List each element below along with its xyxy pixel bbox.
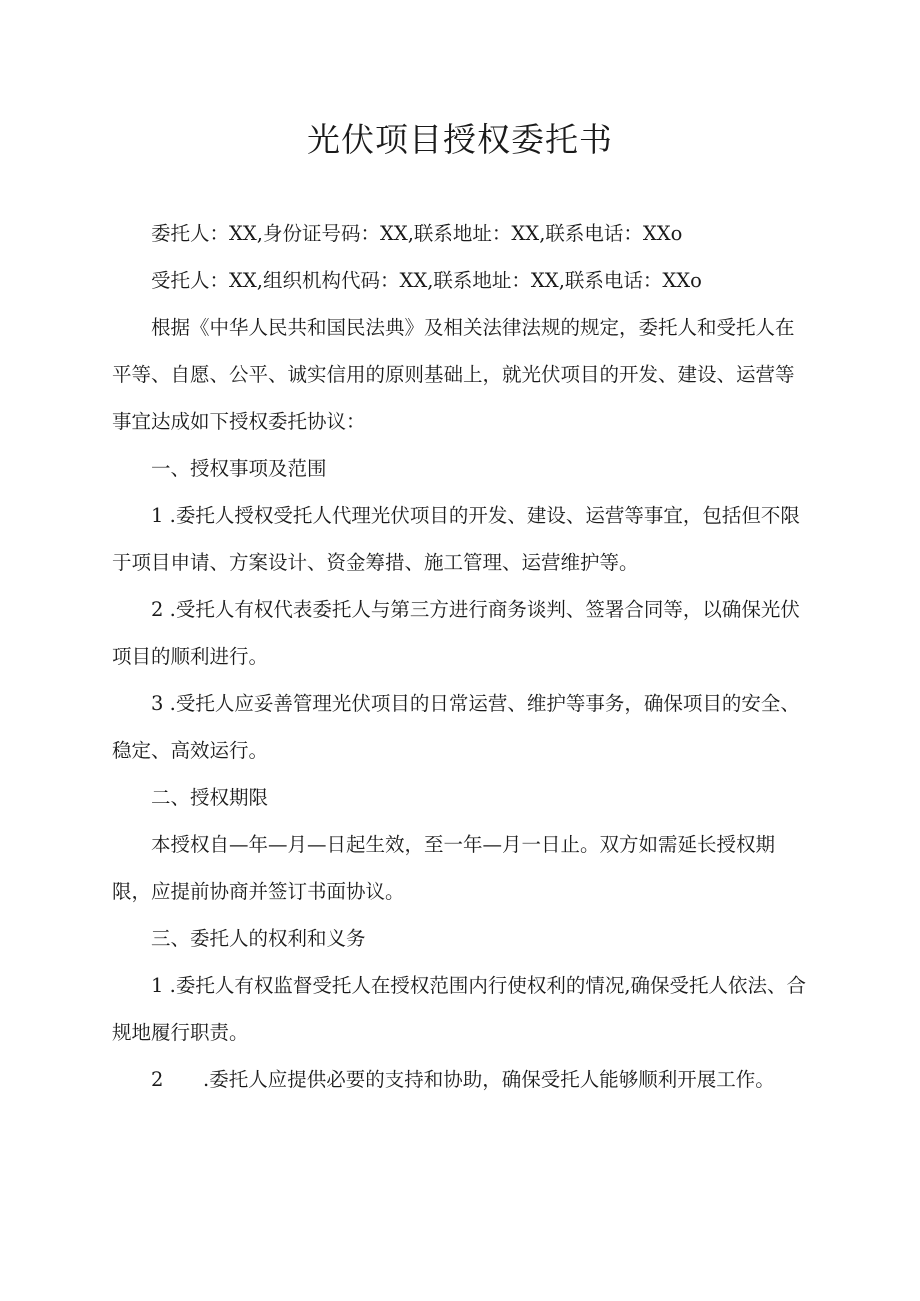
clause-number: 2	[151, 598, 164, 621]
section-heading-3-text: 三、委托人的权利和义务	[151, 927, 366, 950]
clause-number: 1	[151, 504, 164, 527]
clause-1-3	[112, 680, 812, 774]
clause-1-2	[112, 586, 812, 680]
agent-info	[112, 257, 812, 304]
clause-number: 1	[151, 974, 164, 997]
preamble	[112, 304, 812, 445]
clause-text: .委托人有权监督受托人在授权范围内行使权利的情况,确保受托人依法、合规地履行职责。	[112, 974, 807, 1044]
clause-text: .委托人应提供必要的支持和协助，确保受托人能够顺利开展工作。	[203, 1068, 775, 1091]
clause-number: 3	[151, 692, 164, 715]
section-heading-2-text: 二、授权期限	[151, 786, 269, 809]
term-text-content: 本授权自—年—月—日起生效，至一年—月一日止。双方如需延长授权期限，应提前协商并签订书面协议。	[112, 833, 776, 903]
section-heading-3	[112, 915, 812, 962]
term-text	[112, 821, 812, 915]
clause-3-2	[112, 1056, 812, 1103]
section-heading-1	[112, 445, 812, 492]
clause-text: .受托人应妥善管理光伏项目的日常运营、维护等事务，确保项目的安全、稳定、高效运行。	[112, 692, 800, 762]
clause-3-1	[112, 962, 812, 1056]
preamble-text: 根据《中华人民共和国民法典》及相关法律法规的规定，委托人和受托人在平等、自愿、公平、诚实信用的原则基础上，就光伏项目的开发、建设、运营等事宜达成如下授权委托协议：	[112, 316, 795, 433]
section-heading-2	[112, 774, 812, 821]
clause-text: .委托人授权受托人代理光伏项目的开发、建设、运营等事宜，包括但不限于项目申请、方案设计、资金筹措、施工管理、运营维护等。	[112, 504, 800, 574]
agent-info-text: 受托人：XX,组织机构代码：XX,联系地址：XX,联系电话：XXo	[151, 269, 702, 292]
section-heading-1-text: 一、授权事项及范围	[151, 457, 327, 480]
clause-text: .受托人有权代表委托人与第三方进行商务谈判、签署合同等，以确保光伏项目的顺利进行。	[112, 598, 800, 668]
document-title: 光伏项目授权委托书	[307, 120, 613, 159]
document-body	[112, 210, 812, 1103]
clause-1-1	[112, 492, 812, 586]
principal-info	[112, 210, 812, 257]
clause-number: 2	[151, 1068, 164, 1091]
principal-info-text: 委托人：XX,身份证号码：XX,联系地址：XX,联系电话：XXo	[151, 222, 683, 245]
